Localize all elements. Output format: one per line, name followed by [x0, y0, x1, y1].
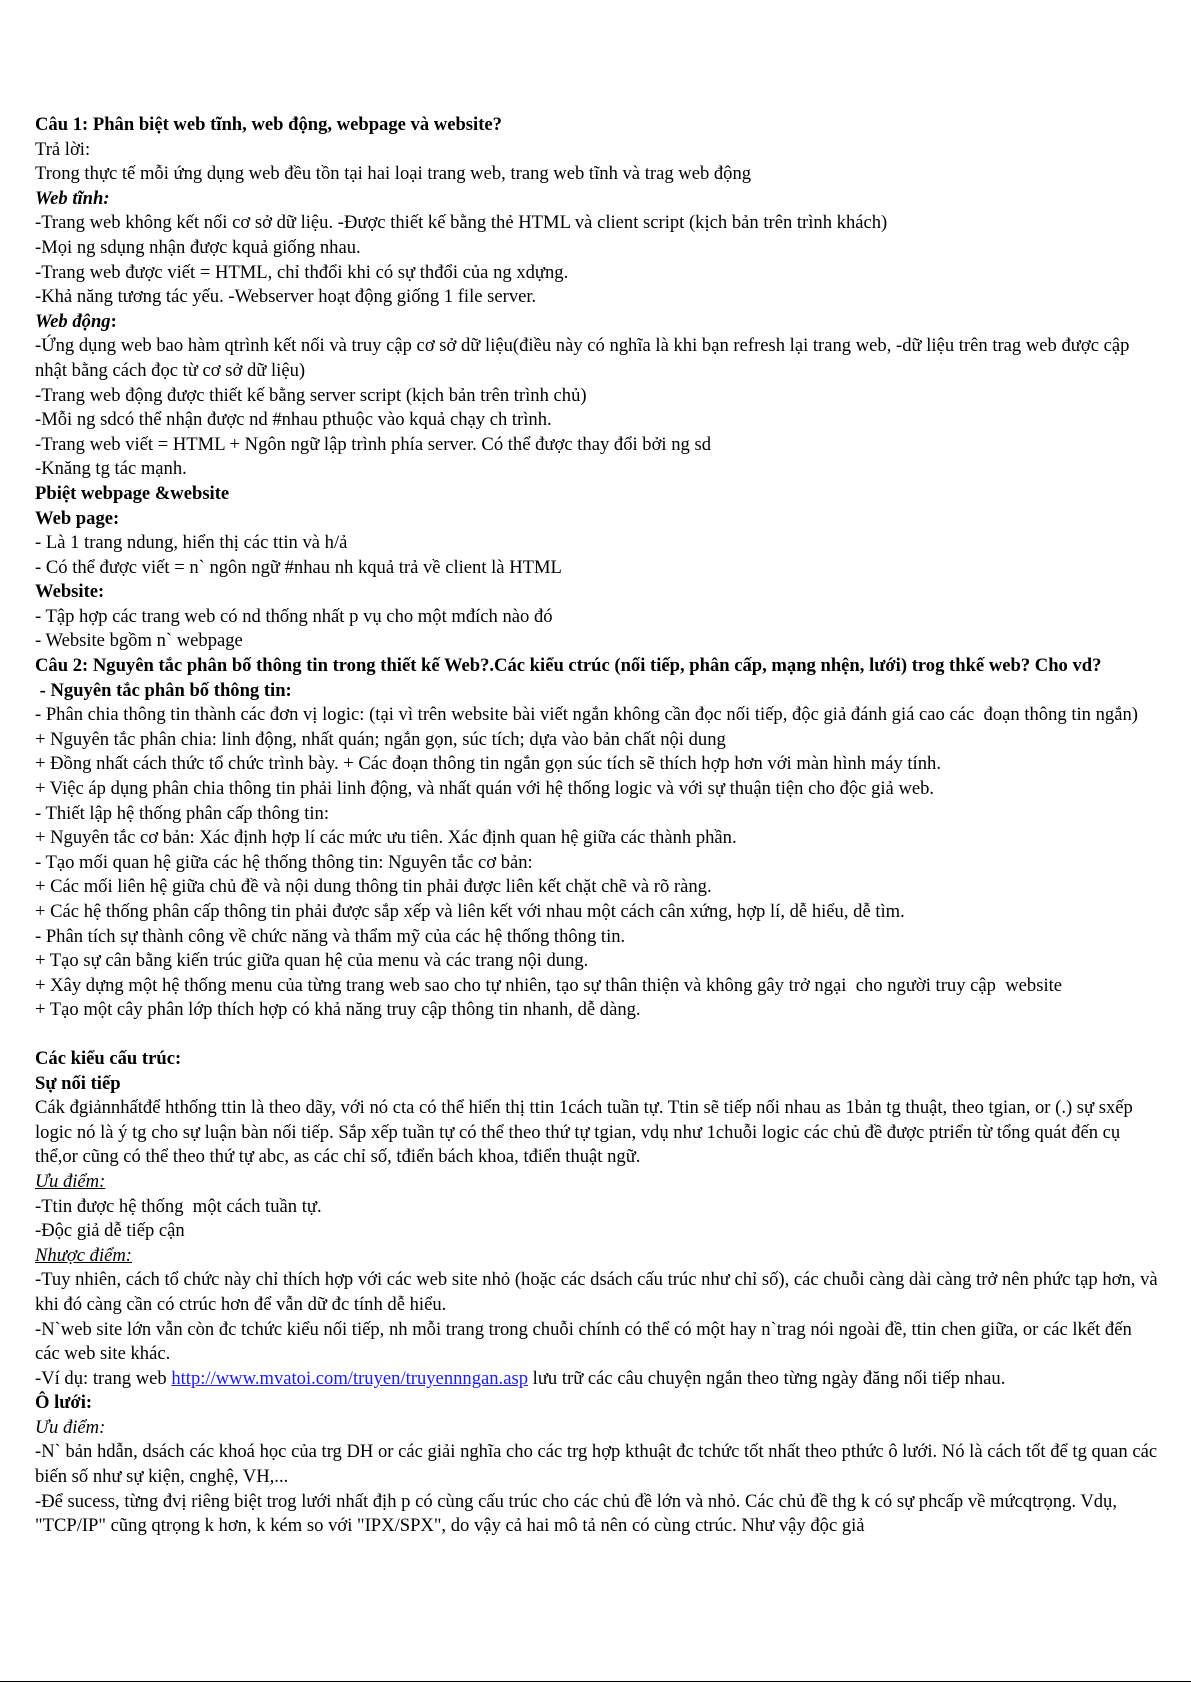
web-tinh-line: -Trang web được viết = HTML, chỉ thđổi khi có sự thđổi của ng xdựng.: [35, 261, 569, 283]
nguyen-tac-line: - Tạo mối quan hệ giữa các hệ thống thông tin: Nguyên tắc cơ bản:: [35, 851, 533, 873]
nguyen-tac-line: - Phân tích sự thành công về chức năng và thẩm mỹ của các hệ thống thông tin.: [35, 925, 626, 947]
pbiet-heading: Pbiệt webpage &website: [35, 482, 230, 504]
o-luoi-advantages-label: Ưu điểm:: [35, 1416, 106, 1438]
webpage-heading: Web page:: [35, 507, 120, 529]
web-dong-line: -Mỗi ng sdcó thể nhận được nd #nhau pthuộc vào kquả chạy ch trình.: [35, 409, 552, 431]
o-luoi-line: -Để sucess, từng đvị riêng biệt trog lưới nhất địh p có cùng cấu trúc cho các chủ đề lớn và nhỏ. Các chủ đề thg k có sự phcấp về mứcqtrọng. Vdụ, "TCP/IP" cũng qtrọng k hơn, k kém so với "IPX/SPX", do vậy cả hai mô tả nên có cùng ctrúc. Như vậy độc giả: [35, 1490, 1122, 1537]
web-dong-line: -Ứng dụng web bao hàm qtrình kết nối và truy cập cơ sở dữ liệu(điều này có nghĩa là khi bạn refresh lại trang web, -dữ liệu trên trag web được cập nhật bằng cách đọc từ cơ sở dữ liệu): [35, 335, 1135, 381]
nguyen-tac-line: + Tạo một cây phân lớp thích hợp có khả năng truy cập thông tin nhanh, dễ dàng.: [35, 999, 641, 1021]
nguyen-tac-line: + Các mối liên hệ giữa chủ đề và nội dung thông tin phải được liên kết chặt chẽ và rõ ràng.: [35, 876, 712, 898]
noi-tiep-disadvantage: -Tuy nhiên, cách tổ chức này chỉ thích hợp với các web site nhỏ (hoặc các dsách cấu trúc như chỉ số), các chuỗi càng dài càng trở nên phức tạp hơn, và khi đó càng cần có ctrúc hơn để vẫn dữ đc tính dễ hiểu.: [35, 1269, 1163, 1315]
noi-tiep-description: Cák đgiảnnhấtđể hthống ttin là theo dãy, với nó cta có thể hiển thị ttin 1cách tuần tự. Ttin sẽ tiếp nối nhau as 1bản tg thuật, theo tgian, or (.) sự sxếp logic nó là ý tg cho sự luận bàn nối tiếp. Sắp xếp tuần tự có thể theo thứ tự tgian, vdụ như 1chuỗi logic các chủ đề được ptriển từ tổng quát đến cụ thể,or cũng có thể theo thứ tự abc, as các chỉ số, tđiển bách khoa, tđiển thuật ngữ.: [35, 1097, 1138, 1168]
question-2-title: Câu 2: Nguyên tắc phân bố thông tin trong thiết kế Web?.Các kiểu ctrúc (nối tiếp, phân cấp, mạng nhện, lưới) trog thkế web? Cho vd?: [35, 655, 1102, 677]
web-dong-heading-line: [35, 310, 1160, 335]
noi-tiep-disadvantage: -N`web site lớn vẫn còn đc tchức kiểu nối tiếp, nh mỗi trang trong chuỗi chính có thể có một hay n`trag nói ngoài đề, ttin chen giữa, or các lkết đến các web site khác.: [35, 1318, 1137, 1365]
web-tinh-line: -Trang web không kết nối cơ sở dữ liệu. -Được thiết kế bằng thẻ HTML và client script (kịch bản trên trình khách): [35, 212, 888, 234]
nguyen-tac-line: - Thiết lập hệ thống phân cấp thông tin:: [35, 802, 329, 824]
website-heading: Website:: [35, 581, 105, 603]
document-page: [35, 113, 1163, 1539]
o-luoi-line: -N` bản hdẫn, dsách các khoá học của trg DH or các giải nghĩa cho các trg hợp kthuật đc tchức tốt nhất theo pthức ô lưới. Nó là cách tốt để tg quan các biến số như sự kiện, cnghệ, VH,...: [35, 1441, 1162, 1488]
example-line: [35, 1367, 1160, 1392]
noi-tiep-advantage: -Độc giả dễ tiếp cận: [35, 1220, 185, 1242]
nguyen-tac-line: + Nguyên tắc cơ bản: Xác định hợp lí các mức ưu tiên. Xác định quan hệ giữa các thành phần.: [35, 827, 737, 849]
nguyen-tac-line: + Xây dựng một hệ thống menu của từng trang web sao cho tự nhiên, tạo sự thân thiện và không gây trở ngại cho người truy cập website: [35, 974, 1063, 996]
web-dong-line: -Trang web động được thiết kế bằng server script (kịch bản trên trình chủ): [35, 384, 587, 406]
web-tinh-heading: Web tĩnh:: [35, 187, 110, 209]
answer-label: Trả lời:: [35, 138, 91, 160]
nguyen-tac-line: + Nguyên tắc phân chia: linh động, nhất quán; ngắn gọn, súc tích; dựa vào bản chất nội dung: [35, 728, 726, 750]
example-link[interactable]: http://www.mvatoi.com/truyen/truyennngan.asp: [171, 1367, 528, 1389]
web-tinh-line: -Khả năng tương tác yếu. -Webserver hoạt động giống 1 file server.: [35, 286, 537, 308]
nguyen-tac-line: + Việc áp dụng phân chia thông tin phải linh động, và nhất quán với hệ thống logic và với sự thuận tiện cho độc giả web.: [35, 778, 935, 800]
example-suffix: lưu trữ các câu chuyện ngắn theo từng ngày đăng nối tiếp nhau.: [528, 1367, 1006, 1389]
example-prefix: -Ví dụ: trang web: [35, 1367, 172, 1389]
website-line: - Website bgồm n` webpage: [35, 630, 243, 652]
intro-paragraph: Trong thực tế mỗi ứng dụng web đều tồn tại hai loại trang web, trang web tĩnh và trag web động: [35, 163, 752, 185]
cac-kieu-heading: Các kiểu cấu trúc:: [35, 1047, 182, 1069]
section-spacer: [35, 1023, 1160, 1047]
website-line: - Tập hợp các trang web có nd thống nhất p vụ cho một mđích nào đó: [35, 605, 553, 627]
web-dong-colon: :: [110, 310, 117, 332]
nguyen-tac-line: + Các hệ thống phân cấp thông tin phải được sắp xếp và liên kết với nhau một cách cân xứng, hợp lí, dễ hiểu, dễ tìm.: [35, 901, 905, 922]
o-luoi-heading: Ô lưới:: [35, 1392, 93, 1414]
webpage-line: - Có thể được viết = n` ngôn ngữ #nhau nh kquả trả về client là HTML: [35, 556, 562, 578]
web-dong-line: -Trang web viết = HTML + Ngôn ngữ lập trình phía server. Có thể được thay đổi bởi ng sd: [35, 433, 712, 455]
web-tinh-line: -Mọi ng sdụng nhận được kquả giống nhau.: [35, 236, 361, 258]
nguyen-tac-line: + Đồng nhất cách thức tổ chức trình bày. + Các đoạn thông tin ngắn gọn súc tích sẽ thích hợp hơn với màn hình máy tính.: [35, 753, 941, 775]
webpage-line: - Là 1 trang ndung, hiển thị các ttin và h/ả: [35, 532, 348, 554]
noi-tiep-advantage: -Ttin được hệ thống một cách tuần tự.: [35, 1195, 322, 1217]
noi-tiep-disadvantages-label: Nhược điểm:: [35, 1244, 132, 1266]
web-dong-heading: Web động: [35, 310, 111, 332]
noi-tiep-advantages-label: Ưu điểm:: [35, 1170, 106, 1192]
nguyen-tac-heading: - Nguyên tắc phân bố thông tin:: [35, 679, 292, 701]
page-bottom-rule: [0, 1681, 1191, 1682]
nguyen-tac-line: + Tạo sự cân bằng kiến trúc giữa quan hệ của menu và các trang nội dung.: [35, 950, 589, 972]
question-1-title: Câu 1: Phân biệt web tĩnh, web động, webpage và website?: [35, 114, 502, 135]
noi-tiep-heading: Sự nối tiếp: [35, 1072, 121, 1094]
nguyen-tac-line: - Phân chia thông tin thành các đơn vị logic: (tại vì trên website bài viết ngắn không cần đọc nối tiếp, độc giả đánh giá cao các đoạn thông tin ngắn): [35, 704, 1138, 726]
web-dong-line: -Knăng tg tác mạnh.: [35, 458, 187, 480]
